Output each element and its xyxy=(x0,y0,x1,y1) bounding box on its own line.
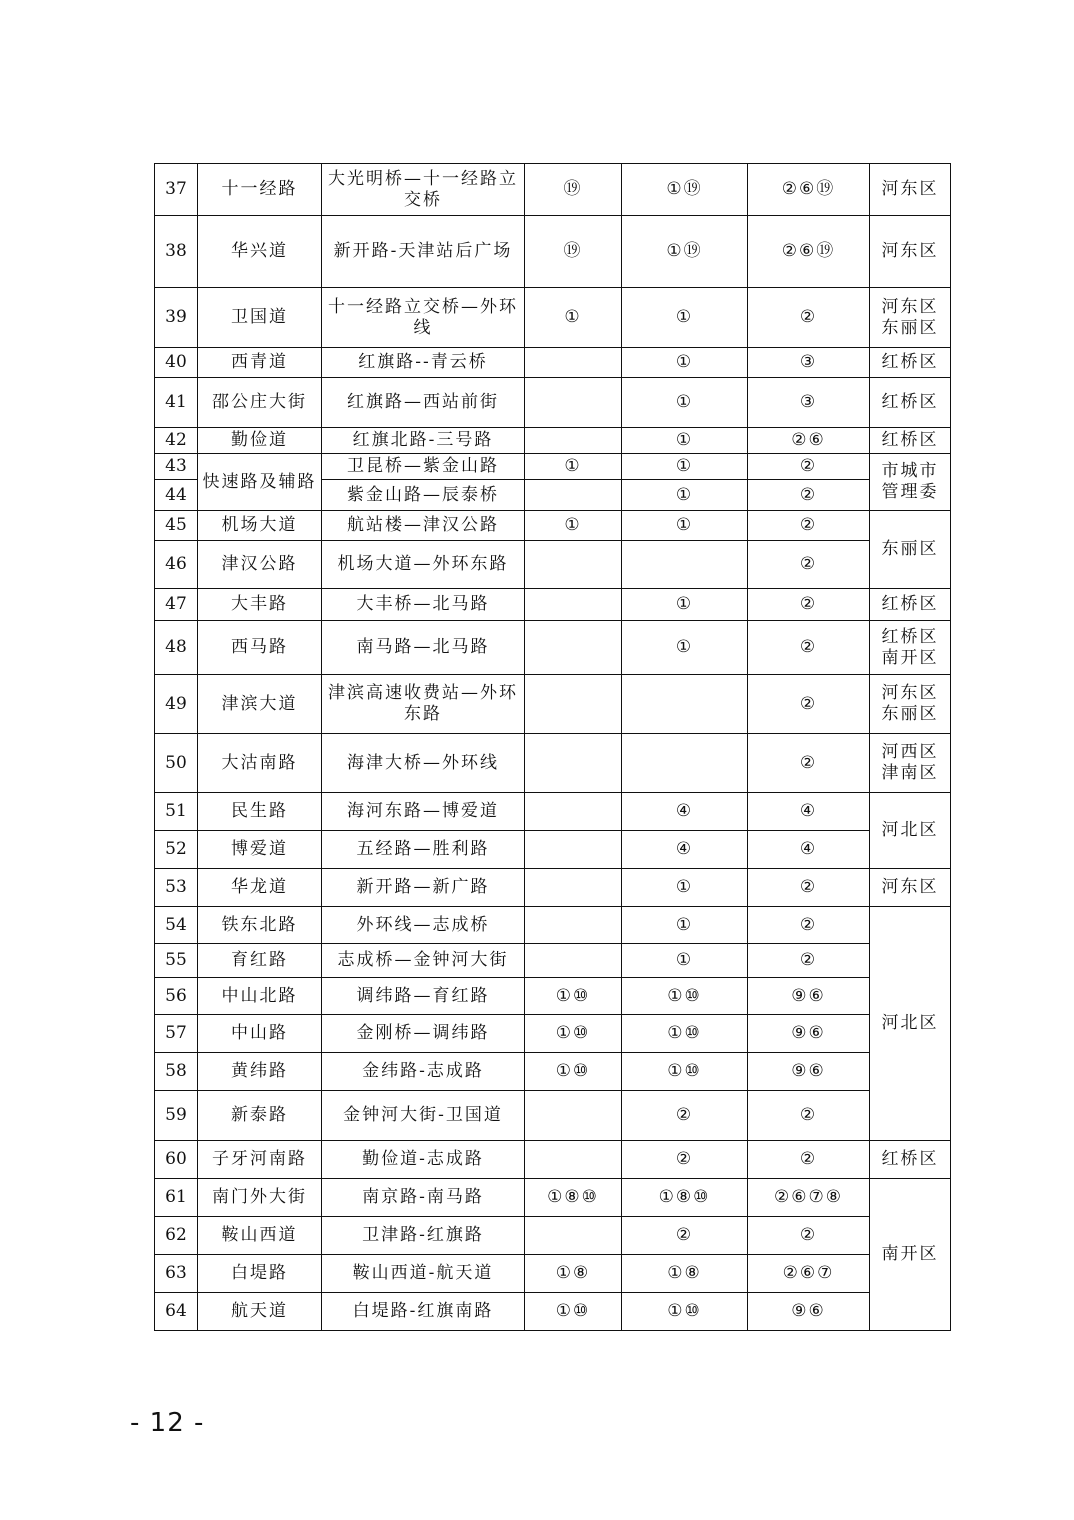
row-number: 58 xyxy=(155,1053,198,1091)
district: 南开区 xyxy=(870,1179,951,1331)
measure-col-2: ① xyxy=(622,454,748,480)
row-number: 53 xyxy=(155,869,198,907)
measure-col-3: ② xyxy=(748,907,870,944)
district: 东丽区 xyxy=(870,511,951,589)
table-row xyxy=(155,978,951,1015)
row-number: 64 xyxy=(155,1293,198,1331)
row-number: 47 xyxy=(155,589,198,621)
road-name: 华兴道 xyxy=(198,216,322,288)
table-row xyxy=(155,1141,951,1179)
road-name: 西青道 xyxy=(198,348,322,378)
measure-col-3: ③ xyxy=(748,378,870,428)
measure-col-2: ④ xyxy=(622,831,748,869)
road-section: 卫昆桥—紫金山路 xyxy=(322,454,525,480)
road-section: 白堤路-红旗南路 xyxy=(322,1293,525,1331)
district: 河东区 xyxy=(870,216,951,288)
row-number: 56 xyxy=(155,978,198,1015)
measure-col-2: ①⑧ xyxy=(622,1255,748,1293)
table-row xyxy=(155,541,951,589)
measure-col-3: ② xyxy=(748,734,870,793)
road-name: 勤俭道 xyxy=(198,428,322,454)
row-number: 61 xyxy=(155,1179,198,1217)
measure-col-3: ⑨⑥ xyxy=(748,1293,870,1331)
measure-col-1: ①⑩ xyxy=(525,1053,622,1091)
road-section: 新开路-天津站后广场 xyxy=(322,216,525,288)
measure-col-3: ② xyxy=(748,1141,870,1179)
measure-col-1 xyxy=(525,348,622,378)
district: 红桥区 xyxy=(870,378,951,428)
district: 河东区东丽区 xyxy=(870,675,951,734)
district: 红桥区 xyxy=(870,1141,951,1179)
measure-col-2: ① xyxy=(622,428,748,454)
road-name: 华龙道 xyxy=(198,869,322,907)
measure-col-2: ④ xyxy=(622,793,748,831)
measure-col-3: ⑨⑥ xyxy=(748,978,870,1015)
measure-col-2: ①⑩ xyxy=(622,1053,748,1091)
road-name: 大丰路 xyxy=(198,589,322,621)
road-name: 大沽南路 xyxy=(198,734,322,793)
road-name: 博爱道 xyxy=(198,831,322,869)
measure-col-2: ① xyxy=(622,944,748,978)
row-number: 52 xyxy=(155,831,198,869)
row-number: 51 xyxy=(155,793,198,831)
measure-col-3: ②⑥⑦⑧ xyxy=(748,1179,870,1217)
measure-col-3: ② xyxy=(748,541,870,589)
measure-col-1 xyxy=(525,1217,622,1255)
road-section: 金刚桥—调纬路 xyxy=(322,1015,525,1053)
measure-col-1: ① xyxy=(525,288,622,348)
measure-col-3: ②⑥⑲ xyxy=(748,216,870,288)
row-number: 43 xyxy=(155,454,198,480)
measure-col-3: ② xyxy=(748,1091,870,1141)
measure-col-3: ⑨⑥ xyxy=(748,1053,870,1091)
road-name: 育红路 xyxy=(198,944,322,978)
row-number: 62 xyxy=(155,1217,198,1255)
table-row xyxy=(155,216,951,288)
measure-col-1: ⑲ xyxy=(525,216,622,288)
row-number: 42 xyxy=(155,428,198,454)
measure-col-1 xyxy=(525,480,622,511)
measure-col-1 xyxy=(525,869,622,907)
road-name: 子牙河南路 xyxy=(198,1141,322,1179)
district: 红桥区 xyxy=(870,589,951,621)
measure-col-2 xyxy=(622,541,748,589)
measure-col-2: ① xyxy=(622,378,748,428)
row-number: 44 xyxy=(155,480,198,511)
table-row xyxy=(155,1293,951,1331)
row-number: 38 xyxy=(155,216,198,288)
table-row xyxy=(155,944,951,978)
table-row xyxy=(155,1091,951,1141)
measure-col-3: ② xyxy=(748,288,870,348)
road-section: 红旗路—西站前街 xyxy=(322,378,525,428)
table-row xyxy=(155,793,951,831)
road-name: 白堤路 xyxy=(198,1255,322,1293)
table-row xyxy=(155,1255,951,1293)
measure-col-2: ①⑩ xyxy=(622,1293,748,1331)
road-section: 南京路-南马路 xyxy=(322,1179,525,1217)
road-section: 卫津路-红旗路 xyxy=(322,1217,525,1255)
measure-col-3: ② xyxy=(748,1217,870,1255)
table-row xyxy=(155,511,951,541)
measure-col-2: ①⑲ xyxy=(622,164,748,216)
measure-col-3: ③ xyxy=(748,348,870,378)
road-section: 金钟河大街-卫国道 xyxy=(322,1091,525,1141)
measure-col-3: ② xyxy=(748,454,870,480)
measure-col-1: ①⑩ xyxy=(525,1293,622,1331)
road-name: 邵公庄大街 xyxy=(198,378,322,428)
measure-col-3: ②⑥⑦ xyxy=(748,1255,870,1293)
road-section: 志成桥—金钟河大街 xyxy=(322,944,525,978)
measure-col-1 xyxy=(525,907,622,944)
measure-col-2: ①⑩ xyxy=(622,1015,748,1053)
measure-col-3: ② xyxy=(748,511,870,541)
measure-col-1 xyxy=(525,944,622,978)
road-name: 卫国道 xyxy=(198,288,322,348)
district: 红桥区南开区 xyxy=(870,621,951,675)
table-row xyxy=(155,1179,951,1217)
measure-col-2: ② xyxy=(622,1091,748,1141)
measure-col-2: ① xyxy=(622,907,748,944)
table-row xyxy=(155,1217,951,1255)
district: 河东区 xyxy=(870,164,951,216)
road-name: 鞍山西道 xyxy=(198,1217,322,1255)
table-row xyxy=(155,348,951,378)
row-number: 60 xyxy=(155,1141,198,1179)
road-table xyxy=(154,163,951,1331)
row-number: 57 xyxy=(155,1015,198,1053)
measure-col-3: ② xyxy=(748,944,870,978)
road-section: 南马路—北马路 xyxy=(322,621,525,675)
district: 河北区 xyxy=(870,793,951,869)
road-name: 西马路 xyxy=(198,621,322,675)
table-row xyxy=(155,869,951,907)
measure-col-3: ②⑥⑲ xyxy=(748,164,870,216)
measure-col-1 xyxy=(525,734,622,793)
row-number: 55 xyxy=(155,944,198,978)
measure-col-3: ② xyxy=(748,480,870,511)
measure-col-1: ① xyxy=(525,454,622,480)
road-name: 津滨大道 xyxy=(198,675,322,734)
measure-col-2: ① xyxy=(622,288,748,348)
table-row xyxy=(155,675,951,734)
measure-col-3: ②⑥ xyxy=(748,428,870,454)
row-number: 48 xyxy=(155,621,198,675)
measure-col-1: ①⑩ xyxy=(525,1015,622,1053)
district: 河东区 xyxy=(870,869,951,907)
measure-col-2: ① xyxy=(622,348,748,378)
district: 红桥区 xyxy=(870,428,951,454)
road-name: 机场大道 xyxy=(198,511,322,541)
measure-col-2: ① xyxy=(622,869,748,907)
measure-col-2: ① xyxy=(622,621,748,675)
row-number: 40 xyxy=(155,348,198,378)
measure-col-3: ④ xyxy=(748,793,870,831)
measure-col-1 xyxy=(525,541,622,589)
road-section: 新开路—新广路 xyxy=(322,869,525,907)
district: 河北区 xyxy=(870,907,951,1141)
road-section: 外环线—志成桥 xyxy=(322,907,525,944)
district: 河西区津南区 xyxy=(870,734,951,793)
road-section: 机场大道—外环东路 xyxy=(322,541,525,589)
row-number: 54 xyxy=(155,907,198,944)
row-number: 59 xyxy=(155,1091,198,1141)
measure-col-3: ② xyxy=(748,621,870,675)
district: 市城市管理委 xyxy=(870,454,951,511)
road-name: 航天道 xyxy=(198,1293,322,1331)
measure-col-2: ② xyxy=(622,1141,748,1179)
road-name: 中山路 xyxy=(198,1015,322,1053)
table-row xyxy=(155,164,951,216)
measure-col-1 xyxy=(525,793,622,831)
measure-col-3: ② xyxy=(748,869,870,907)
table-row xyxy=(155,428,951,454)
row-number: 39 xyxy=(155,288,198,348)
table-row xyxy=(155,907,951,944)
road-name: 民生路 xyxy=(198,793,322,831)
table-row xyxy=(155,734,951,793)
measure-col-3: ⑨⑥ xyxy=(748,1015,870,1053)
measure-col-1: ①⑩ xyxy=(525,978,622,1015)
road-section: 红旗北路-三号路 xyxy=(322,428,525,454)
measure-col-1 xyxy=(525,428,622,454)
road-section: 海津大桥—外环线 xyxy=(322,734,525,793)
measure-col-1: ① xyxy=(525,511,622,541)
row-number: 63 xyxy=(155,1255,198,1293)
road-section: 五经路—胜利路 xyxy=(322,831,525,869)
road-section: 津滨高速收费站—外环东路 xyxy=(322,675,525,734)
measure-col-2 xyxy=(622,734,748,793)
row-number: 45 xyxy=(155,511,198,541)
measure-col-3: ④ xyxy=(748,831,870,869)
road-name: 铁东北路 xyxy=(198,907,322,944)
road-name: 南门外大街 xyxy=(198,1179,322,1217)
row-number: 49 xyxy=(155,675,198,734)
measure-col-1 xyxy=(525,1091,622,1141)
measure-col-2 xyxy=(622,675,748,734)
road-name: 新泰路 xyxy=(198,1091,322,1141)
road-section: 鞍山西道-航天道 xyxy=(322,1255,525,1293)
row-number: 50 xyxy=(155,734,198,793)
measure-col-2: ①⑲ xyxy=(622,216,748,288)
measure-col-2: ①⑧⑩ xyxy=(622,1179,748,1217)
measure-col-2: ①⑩ xyxy=(622,978,748,1015)
measure-col-1 xyxy=(525,621,622,675)
table-row xyxy=(155,1015,951,1053)
road-section: 十一经路立交桥—外环线 xyxy=(322,288,525,348)
district: 河东区东丽区 xyxy=(870,288,951,348)
measure-col-2: ① xyxy=(622,589,748,621)
measure-col-2: ① xyxy=(622,511,748,541)
table-row xyxy=(155,1053,951,1091)
road-section: 大光明桥—十一经路立交桥 xyxy=(322,164,525,216)
road-name: 中山北路 xyxy=(198,978,322,1015)
measure-col-3: ② xyxy=(748,675,870,734)
measure-col-2: ① xyxy=(622,480,748,511)
road-section: 勤俭道-志成路 xyxy=(322,1141,525,1179)
measure-col-3: ② xyxy=(748,589,870,621)
measure-col-1: ①⑧ xyxy=(525,1255,622,1293)
road-section: 调纬路—育红路 xyxy=(322,978,525,1015)
road-name: 黄纬路 xyxy=(198,1053,322,1091)
district: 红桥区 xyxy=(870,348,951,378)
table-row xyxy=(155,378,951,428)
road-section: 大丰桥—北马路 xyxy=(322,589,525,621)
page-number: - 12 - xyxy=(130,1408,205,1438)
road-section: 紫金山路—辰泰桥 xyxy=(322,480,525,511)
table-row xyxy=(155,831,951,869)
table-row xyxy=(155,288,951,348)
road-name: 快速路及辅路 xyxy=(198,454,322,511)
row-number: 37 xyxy=(155,164,198,216)
road-section: 金纬路-志成路 xyxy=(322,1053,525,1091)
row-number: 41 xyxy=(155,378,198,428)
measure-col-1 xyxy=(525,1141,622,1179)
table-row xyxy=(155,621,951,675)
row-number: 46 xyxy=(155,541,198,589)
measure-col-1: ①⑧⑩ xyxy=(525,1179,622,1217)
measure-col-1 xyxy=(525,589,622,621)
measure-col-1 xyxy=(525,378,622,428)
road-section: 航站楼—津汉公路 xyxy=(322,511,525,541)
table-row xyxy=(155,589,951,621)
road-section: 红旗路--青云桥 xyxy=(322,348,525,378)
measure-col-1: ⑲ xyxy=(525,164,622,216)
road-name: 十一经路 xyxy=(198,164,322,216)
measure-col-2: ② xyxy=(622,1217,748,1255)
table-row xyxy=(155,454,951,480)
road-name: 津汉公路 xyxy=(198,541,322,589)
measure-col-1 xyxy=(525,675,622,734)
measure-col-1 xyxy=(525,831,622,869)
road-section: 海河东路—博爱道 xyxy=(322,793,525,831)
